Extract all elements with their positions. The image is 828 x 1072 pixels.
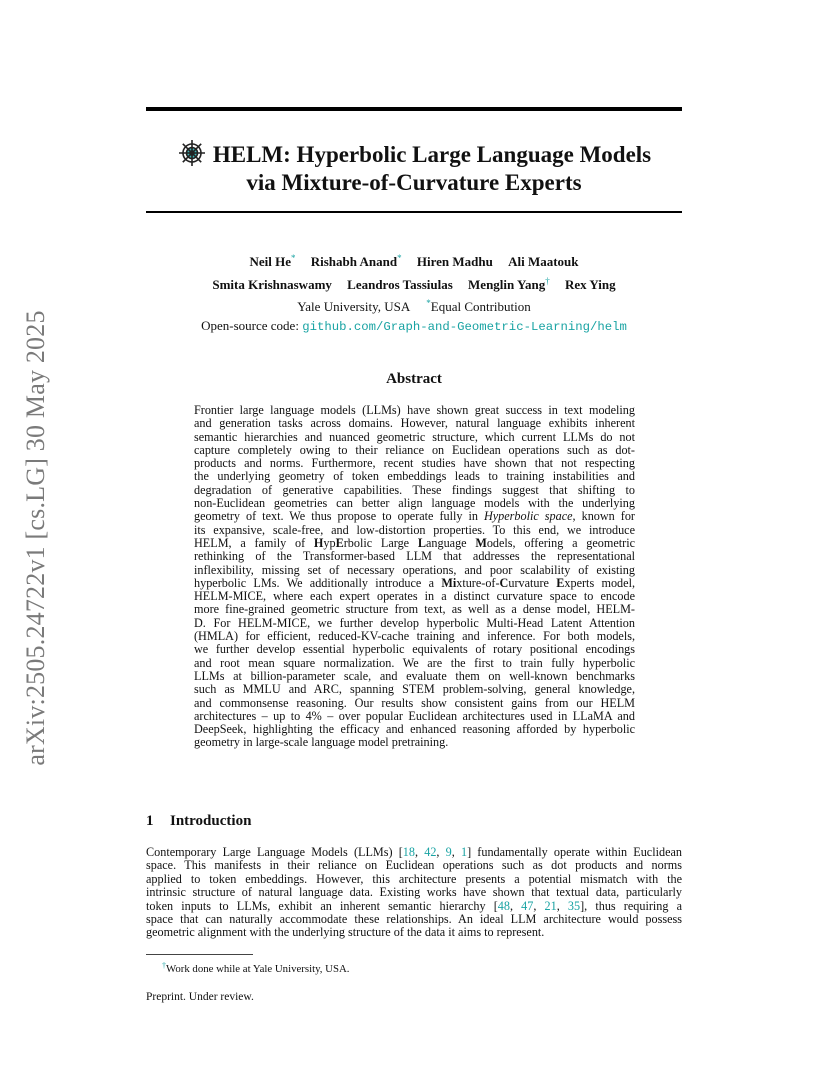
text-run: HELM, a family of [194,535,314,550]
abstract-line [194,431,635,444]
footnote-text: Work done while at Yale University, USA. [166,963,350,975]
text-run: capture completely owing to their reliance on Euclidean operations such as dot- [194,442,635,457]
text-run: rethinking of the Transformer-based LLM that addresses the representational [194,549,635,564]
author-name: Rishabh Anand* [310,253,402,269]
abstract-line [194,457,635,470]
abstract-line [194,710,635,723]
text-run: HELM-MICE, where each expert operates in a distinct curvature space to encode [194,589,635,604]
text-run: odels, offering a geometric [486,535,635,550]
introduction-line [146,859,682,872]
text-run: M [475,535,487,550]
abstract-line [194,630,635,643]
citation-link[interactable]: 9 [445,845,452,859]
text-run: hyperbolic LMs. We additionally introduce a [194,575,442,590]
footnote-rule [146,954,253,955]
code-link[interactable]: github.com/Graph-and-Geometric-Learning/helm [302,320,627,334]
text-run: Hyperbolic space [483,509,573,524]
abstract-line [194,404,635,417]
text-run: token inputs to LLMs, exhibit an inherent semantic hierarchy [ [146,898,498,913]
text-run: geometry in large-scale language model pretraining. [194,735,449,750]
text-run: ] fundamentally operate within Euclidean [467,845,682,859]
text-run: xture-of- [456,575,500,590]
author-name: Leandros Tassiulas [347,277,453,292]
introduction-line [146,846,682,859]
abstract-line [194,510,635,523]
equal-contribution-mark: * [426,298,431,308]
title-line-1 [146,138,682,169]
text-run: C [499,575,509,590]
equal-contribution-note: Equal Contribution [430,299,531,314]
abstract-line [194,723,635,736]
title-rule-bottom [146,211,682,213]
introduction-line [146,873,682,886]
text-run: more fine-grained geometric structure from text, as well as a dense model, HELM- [194,602,635,617]
abstract-heading: Abstract [386,371,442,387]
text-run: space. This manifests in their reliance on Euclidean operations such as dot products and norms [146,858,682,873]
text-run: ], thus requiring a [580,898,683,913]
abstract-line [194,550,635,563]
footnote-mark: † [162,961,166,970]
text-run: , [533,898,545,913]
citation-link[interactable]: 21 [544,898,557,913]
text-run: the underlying geometry of token embeddings leads to training instabilities and [194,469,635,484]
text-run: and generation tasks across domains. However, natural language exhibits inherent [194,416,635,431]
text-run: E [335,535,344,550]
text-run: urvature [508,575,557,590]
preprint-status: Preprint. Under review. [146,991,254,1003]
text-run: its expansive, scale-free, and low-distortion properties. To this end, we introduce [194,522,635,537]
author-name: Ali Maatouk [508,254,579,269]
text-run: E [556,575,565,590]
text-run: degradation of generative capabilities. These findings suggest that shifting to [194,482,635,497]
author-row-1 [146,250,682,270]
abstract-line [194,484,635,497]
citation-link[interactable]: 18 [402,845,415,859]
introduction-line [146,900,682,913]
abstract-line [194,444,635,457]
text-run: yp [323,535,336,550]
text-run: , [509,898,522,913]
citation-link[interactable]: 47 [521,898,534,913]
text-run: , [436,845,446,859]
introduction-line [146,886,682,899]
abstract-line [194,417,635,430]
abstract-line [194,577,635,590]
footnote [162,959,349,976]
text-run: products and norms. Furthermore, recent studies have shown that not respecting [194,456,635,471]
author-name: Hiren Madhu [416,254,493,269]
affiliation: Yale University, USA [297,299,411,314]
text-run: applied to token embeddings. However, this architecture presents a potential mismatch with the [146,871,682,886]
abstract-line [194,643,635,656]
text-run: H [313,535,324,550]
text-run: architectures – up to 4% – over popular Euclidean architectures used in LLaMA and [194,708,635,723]
abstract-line [194,670,635,683]
abstract-line [194,617,635,630]
introduction-line [146,913,682,926]
arxiv-identifier[interactable]: arXiv:2505.24722v1 [cs.LG] 30 May 2025 [21,310,50,766]
author-name: Neil He* [249,253,296,269]
text-run: inflexibility, missing set of necessary operations, and poor scalability of existing [194,562,635,577]
code-line [146,318,682,335]
text-run: Mi [441,575,457,590]
introduction-line [146,926,682,939]
text-run: anguage [425,535,476,550]
abstract-line [194,683,635,696]
author-name: Smita Krishnaswamy [212,277,332,292]
text-run: (HMLA) for efficient, reduced-KV-cache training and inference. For both models, [194,629,635,644]
section-number: 1 [146,813,154,829]
abstract-line [194,524,635,537]
helm-wheel-icon [177,138,207,168]
author-row-2 [146,273,682,293]
section-title: Introduction [170,813,252,829]
introduction-body [146,846,682,940]
text-run: we further develop essential hyperbolic equivalents of rotary positional encodings [194,642,635,657]
paper-title [146,138,682,197]
text-run: Frontier large language models (LLMs) have shown great success in text modeling [194,403,635,417]
text-run: rbolic Large [343,535,418,550]
title-text-1: HELM: Hyperbolic Large Language Models [212,142,652,167]
text-run: LLMs at billion-parameter scale, and evaluate them on well-known benchmarks [194,668,635,683]
text-run: geometry of text. We thus propose to operate fully in [194,509,484,524]
abstract-body [194,404,635,750]
text-run: space that can naturally accommodate these relationships. An ideal LLM architecture would possess [146,912,682,927]
text-run: Contemporary Large Language Models (LLMs) [ [146,845,403,859]
abstract-line [194,470,635,483]
text-run: L [417,535,426,550]
text-run: D. For HELM-MICE, we further develop hyperbolic Multi-Head Latent Attention [194,615,635,630]
abstract-line [194,697,635,710]
text-run: and commonsense reasoning. Our results show consistent gains from our HELM [194,695,635,710]
text-run: , [451,845,461,859]
text-run: such as MMLU and ARC, spanning STEM problem-solving, general knowledge, [194,682,635,697]
text-run: DeepSeek, highlighting the efficacy and enhanced reasoning afforded by hyperbolic [194,722,635,737]
author-name: Rex Ying [564,277,616,292]
author-name: Menglin Yang† [468,276,550,292]
title-line-2: via Mixture-of-Curvature Experts [246,170,582,195]
text-run: , [414,845,425,859]
affiliation-line [146,295,682,315]
text-run: non-Euclidean geometries can better align language models with the underlying [194,496,635,511]
citation-link[interactable]: 1 [460,845,468,859]
abstract-line [194,497,635,510]
abstract-line [194,590,635,603]
text-run: semantic hierarchies and nuanced geometric structure, which current LLMs do not [194,429,635,444]
code-label: Open-source code: [201,318,299,333]
section-heading [146,812,251,830]
abstract-line [194,736,635,749]
citation-link[interactable]: 35 [567,898,581,913]
text-run: intrinsic structure of natural language data. Existing works have shown that textual data, particularly [146,885,682,900]
abstract-line [194,564,635,577]
abstract-line [194,537,635,550]
abstract-line [194,603,635,616]
text-run: xperts model, [564,575,635,590]
text-run: , known for [572,509,635,524]
citation-link[interactable]: 48 [497,898,510,913]
title-rule-top [146,107,682,111]
text-run: , [556,898,568,913]
text-run: and root mean square normalization. We are the first to train fully hyperbolic [194,655,635,670]
citation-link[interactable]: 42 [424,845,437,859]
text-run: geometric alignment with the underlying structure of the data it aims to represent. [146,925,545,940]
abstract-line [194,657,635,670]
